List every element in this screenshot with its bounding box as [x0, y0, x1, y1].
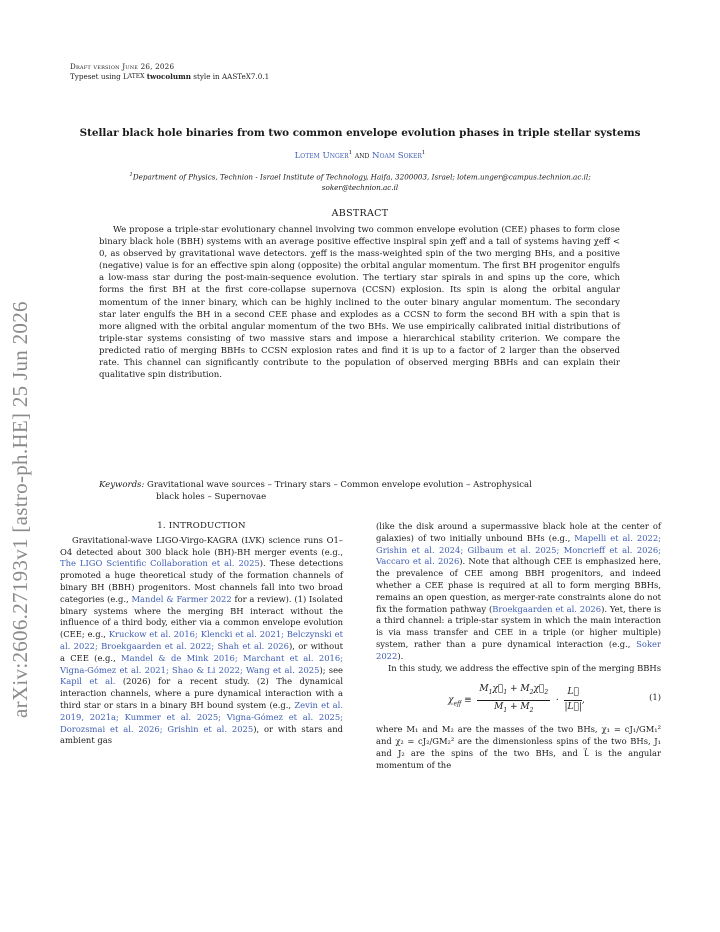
equation-body: $\chi_{eff}$ ≡ $\frac{M_1\chi⃗_1 + M_2\chi⃗_2}{M_1 + M_2}$ · $\frac{L⃗}{|L⃗|}$ , [448, 684, 585, 716]
abstract-text: We propose a triple-star evolutionary channel involving two common envelope evolution (CEE) phases to form close binary black hole (BBH) systems with an average positive effective inspiral spin χeff and a tail of systems having χeff < 0, as observed by gravitational wave detectors. χeff is the mass-weighted spin of the two merging BHs, and a positive (negative) value is for an effective spin along (opposite) the orbital angular momentum. The first BH progenitor engulfs a low-mass star during the post-main-sequence evolution. The tertiary star spirals in and spins up the core, which forms the first BH at the first core-collapse supernova (CCSN) explosion. Its spin is along the orbital angular momentum of the inner binary, which can be highly inclined to the outer binary angular momentum. The secondary star later engulfs the BH in a second CEE phase and explodes as a CCSN to form the second BH with a spin that is more aligned with the orbital angular momentum of the two BHs. We use empirically calibrated initial distributions of triple-star systems consisting of two massive stars and impose a hierarchical stability criterion. We compare the predicted ratio of merging BBHs to CCSN explosion rates and find it is up to a factor of 2 larger than the observed rate. This channel can significantly contribute to the population of observed merging BBHs and can explain their qualitative spin distribution. [99, 225, 620, 381]
intro-text: ), or without a CEE (e.g., [60, 640, 343, 663]
author-line [0, 150, 720, 161]
intro-text: for a review). (1) Isolated binary systems where the merging BH interact without the influence of a third body, either via a common envelope evolution (CEE; e.g., [60, 593, 343, 640]
keywords-line2: black holes – Supernovae [156, 492, 267, 503]
left-column [60, 521, 343, 747]
keywords-line1: Gravitational wave sources – Trinary stars – Common envelope evolution – Astrophysical [147, 480, 532, 490]
section-heading: 1. INTRODUCTION [157, 521, 246, 531]
intro-text: ). These detections promoted a huge theoretical study of the formation channels of binary BH (BBH) progenitors. Most channels fall into two broad categories (e.g., [60, 558, 344, 604]
citation-link[interactable]: Mapelli et al. 2022; Grishin et al. 2024; Gilbaum et al. 2025; Moncrieff et al. 2026; Vaccaro et al. 2026 [376, 532, 661, 567]
citation-link[interactable]: Kruckow et al. 2016; Klencki et al. 2021; Belczynski et al. 2022; Broekgaarden et al. 2022; Shah et al. 2026 [60, 629, 343, 651]
keywords-label: Keywords: [99, 480, 145, 490]
citation-link[interactable]: Mandel & Farmer 2022 [131, 593, 232, 604]
intro-text: ); see [319, 664, 343, 675]
intro-text: ). [397, 650, 404, 661]
equation-unit-vector: $\frac{L⃗}{|L⃗|}$ [564, 687, 582, 712]
typeset-prefix: Typeset using L [70, 72, 128, 81]
document-header [70, 62, 269, 82]
author-unger[interactable]: Lotem Unger [294, 150, 349, 161]
typeset-suffix: style in AASTeX7.0.1 [193, 72, 270, 81]
author2-affil-mark: 1 [421, 150, 426, 156]
affiliation [84, 170, 636, 193]
intro-text: ). Yet, there is a third channel: a triple-star system in which the main interaction is via mass transfer and CEE in a triple (or higher multiple) system, rather than a pure dynamical interaction (e.g., [376, 603, 661, 649]
citation-link[interactable]: Mandel & de Mink 2016; Marchant et al. 2016; Vigna-Gómez et al. 2021; Shao & Li 2022; Wang et al. 2025 [60, 652, 344, 675]
affiliation-mark: 1 [129, 172, 133, 178]
abstract-body [99, 224, 620, 381]
affiliation-line1: Department of Physics, Technion - Israel Institute of Technology, Haifa, 3200003, Israel; lotem.unger@campus.technion.ac.il; [132, 172, 591, 182]
affiliation-line2: soker@technion.ac.il [321, 182, 399, 192]
intro-paragraph-1 [60, 535, 343, 747]
equation-number: (1) [649, 692, 661, 703]
typeset-line [70, 72, 269, 82]
draft-version-line: Draft version June 26, 2026 [70, 62, 175, 71]
arxiv-identifier: arXiv:2606.27193v1 [astro-ph.HE] 25 Jun 2026 [8, 301, 32, 718]
intro-text: Gravitational-wave LIGO-Virgo-KAGRA (LVK) science runs O1–O4 detected about 300 black hole (BH)-BH merger events (e.g., [60, 534, 343, 557]
citation-link[interactable]: Kapil et al. [60, 676, 116, 687]
intro-paragraph-3: where M₁ and M₂ are the masses of the two BHs, χ₁ = cJ₁/GM₁² and χ₂ = cJ₂/GM₂² are the dimensionless spins of the two BHs, J₁ and J₂ are the spins of the two BHs, and L⃗ is the angular momentum of the [376, 724, 661, 770]
paper-title: Stellar black hole binaries from two common envelope evolution phases in triple stellar systems [79, 127, 641, 139]
citation-link[interactable]: The LIGO Scientific Collaboration et al. 2025 [60, 558, 260, 569]
equation-fraction: $\frac{M_1\chi⃗_1 + M_2\chi⃗_2}{M_1 + M_2}$ [479, 684, 549, 714]
equation-1 [376, 680, 661, 718]
right-column [376, 521, 661, 772]
latex-logo: ATEX [127, 73, 145, 80]
intro-text: (like the disk around a supermassive black hole at the center of galaxies) of two initially unbound BHs (e.g., [376, 521, 661, 543]
intro-text: (2026) for a recent study. (2) The dynamical interaction channels, where a pure dynamical interaction with a third star or stars in a binary BH bound system (e.g., [60, 676, 343, 710]
citation-link[interactable]: Soker 2022 [376, 638, 661, 661]
typeset-style-name: twocolumn [146, 72, 191, 81]
author-conjunction: and [354, 150, 370, 161]
author-soker[interactable]: Noam Soker [372, 150, 422, 161]
keywords [99, 479, 620, 503]
abstract-heading: ABSTRACT [331, 208, 389, 219]
intro-paragraph-1-continued [376, 521, 661, 663]
intro-text: ). Note that although CEE is emphasized here, the prevalence of CEE among BBH progenitors, and indeed whether a CEE phase is required at all to form merging BBHs, remains an open question, as merger-rate constraints alone do not fix the formation pathway ( [376, 556, 661, 614]
intro-paragraph-2: In this study, we address the effective spin of the merging BBHs [388, 662, 662, 673]
author1-affil-mark: 1 [348, 150, 353, 156]
intro-text: ), or with stars and ambient gas [60, 723, 343, 746]
citation-link[interactable]: Broekgaarden et al. 2026 [492, 603, 602, 614]
citation-link[interactable]: Zevin et al. 2019, 2021a; Kummer et al. 2025; Vigna-Gómez et al. 2025; Dorozsmai et al. 2026; Grishin et al. 2025 [60, 699, 343, 734]
